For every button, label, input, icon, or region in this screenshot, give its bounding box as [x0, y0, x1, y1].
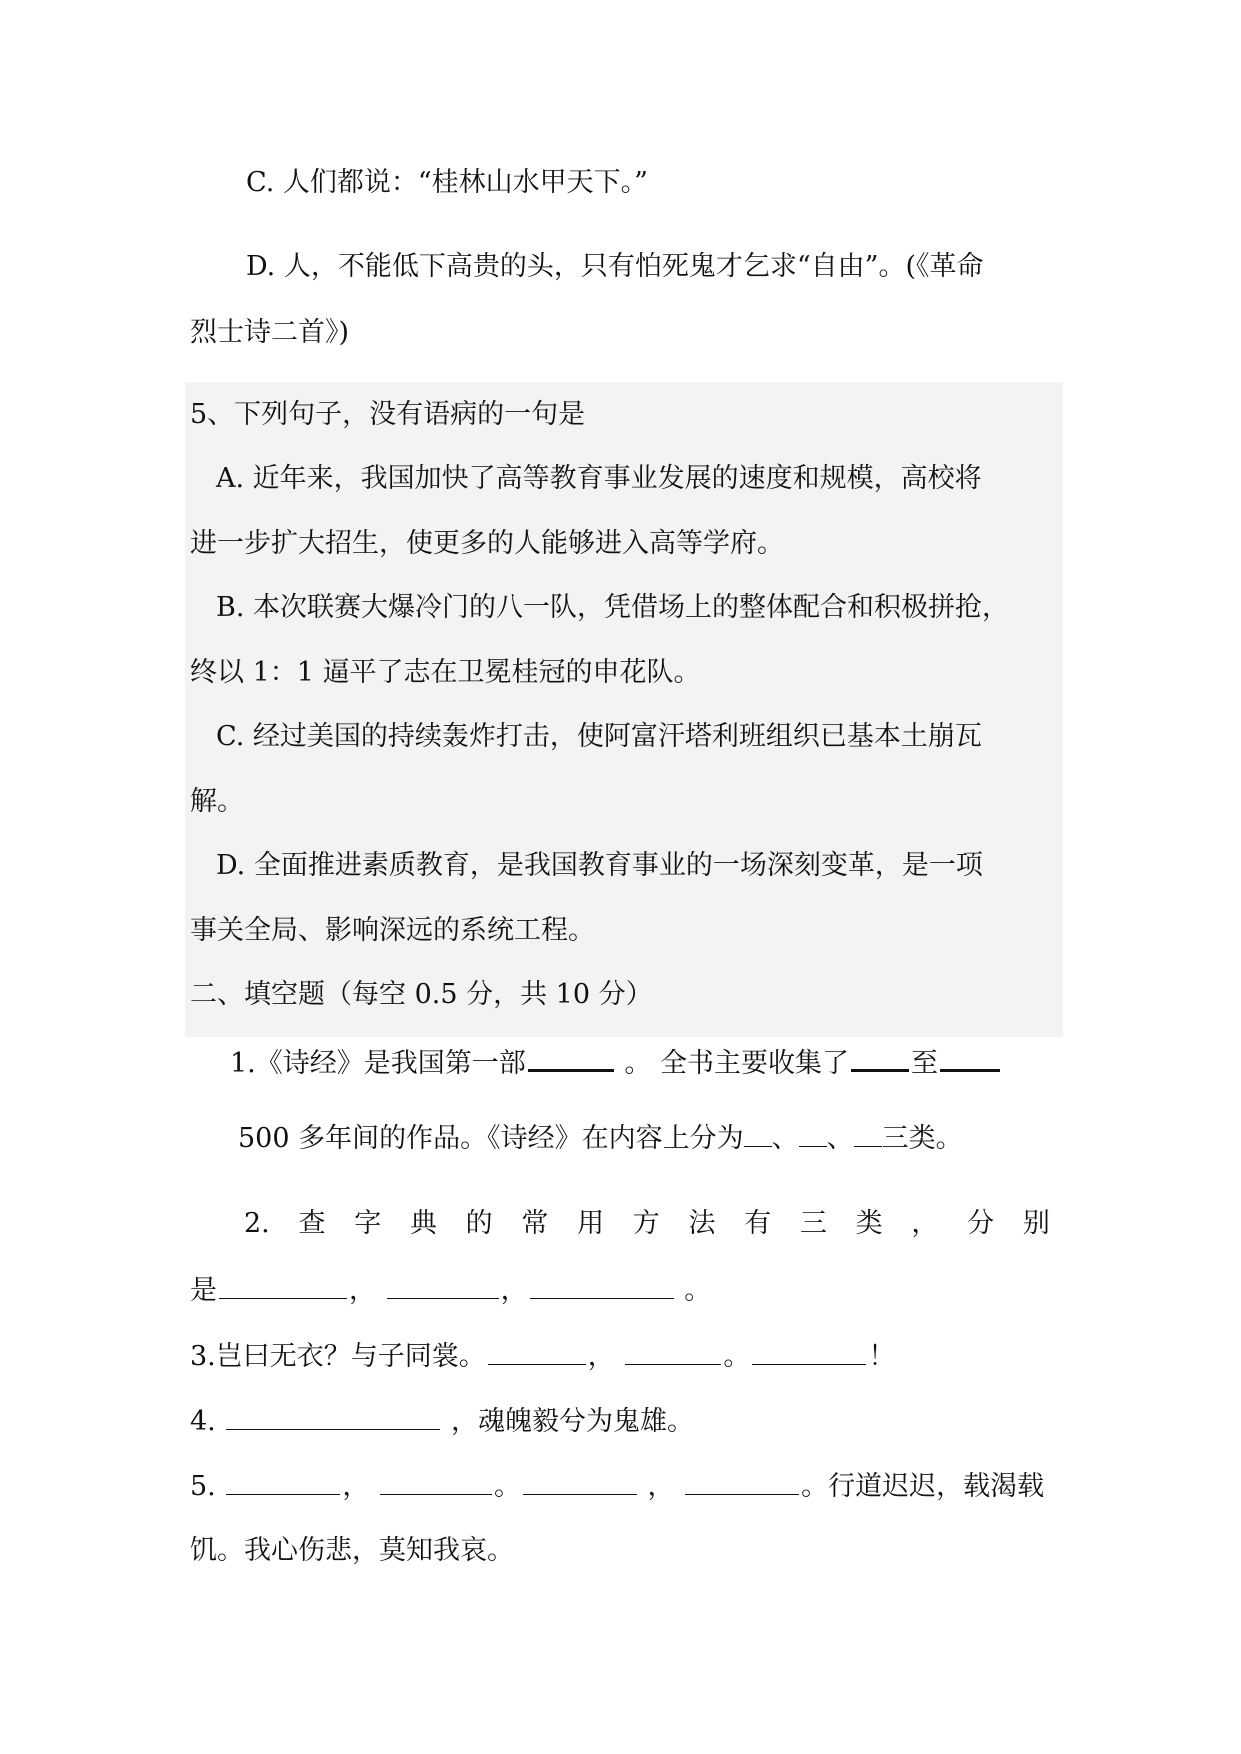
q5-option-b-line2: 终以 1：1 逼平了志在卫冕桂冠的申花队。	[190, 657, 701, 688]
fill-question-2-line1	[244, 1206, 1050, 1242]
fill2-char: 查	[298, 1208, 326, 1239]
fill5-text-2: 。行道迟迟，载渴载	[801, 1471, 1045, 1502]
fill2-char: ，	[911, 1208, 939, 1239]
answer-blank[interactable]	[940, 1043, 1000, 1072]
q5-option-a-line1: A. 近年来，我国加快了高等教育事业发展的速度和规模，高校将	[216, 463, 982, 494]
answer-blank[interactable]	[685, 1468, 799, 1495]
fill5-sep-3: ，	[647, 1471, 675, 1502]
fill-question-2-line2	[190, 1272, 711, 1309]
fill1-text-3: 至	[910, 1048, 938, 1079]
q5-option-c-line2: 解。	[190, 786, 244, 817]
answer-blank[interactable]	[219, 1272, 347, 1299]
fill1-text-1: 1.《诗经》是我国第一部	[230, 1048, 526, 1079]
answer-blank[interactable]	[625, 1338, 721, 1365]
question-5-stem: 5、下列句子，没有语病的一句是	[190, 399, 586, 430]
fill2-char: 法	[688, 1208, 716, 1239]
fill2-sep-1: ，	[349, 1275, 376, 1306]
answer-blank[interactable]	[488, 1338, 586, 1365]
answer-blank[interactable]	[851, 1043, 909, 1072]
fill-question-5-line2: 饥。我心伤悲，莫知我哀。	[190, 1535, 514, 1566]
option-d-prev-line1: D. 人，不能低下高贵的头，只有怕死鬼才乞求“自由”。(《革命	[246, 251, 984, 282]
fill1-text-5: 三类。	[881, 1123, 963, 1154]
fill1-text-4: 500 多年间的作品。《诗经》在内容上分为	[238, 1123, 744, 1154]
fill-question-4	[190, 1403, 694, 1440]
answer-blank[interactable]	[380, 1468, 492, 1495]
q5-option-d-line1: D. 全面推进素质教育，是我国教育事业的一场深刻变革，是一项	[216, 850, 983, 881]
fill-question-1-line2	[238, 1120, 963, 1157]
fill5-text-1: 5.	[190, 1471, 216, 1502]
answer-blank[interactable]	[528, 1043, 614, 1072]
q5-option-c-line1: C. 经过美国的持续轰炸打击，使阿富汗塔利班组织已基本土崩瓦	[216, 721, 982, 752]
fill2-char: 类	[855, 1208, 883, 1239]
fill3-text-1: 3.岂曰无衣？与子同裳。	[190, 1341, 486, 1372]
option-c-prev: C. 人们都说：“桂林山水甲天下。”	[246, 167, 648, 198]
fill2-char: 用	[577, 1208, 605, 1239]
answer-blank[interactable]	[530, 1272, 674, 1299]
answer-blank[interactable]	[752, 1338, 866, 1365]
fill3-end: ！	[868, 1341, 896, 1372]
fill2-char: 2.	[244, 1208, 270, 1239]
q5-option-d-line2: 事关全局、影响深远的系统工程。	[190, 915, 595, 946]
option-d-prev-line2: 烈士诗二首》)	[190, 317, 350, 348]
fill3-sep-2: 。	[723, 1341, 751, 1372]
fill2-char: 有	[744, 1208, 772, 1239]
q5-option-a-line2: 进一步扩大招生，使更多的人能够进入高等学府。	[190, 528, 784, 559]
section-heading: 二、填空题（每空 0.5 分，共 10 分）	[190, 979, 653, 1010]
fill-question-5-line1	[190, 1468, 1044, 1505]
answer-blank[interactable]	[523, 1468, 637, 1495]
fill2-char: 的	[465, 1208, 493, 1239]
fill1-text-2: 。 全书主要收集了	[624, 1048, 849, 1079]
fill2-char: 典	[409, 1208, 437, 1239]
fill2-sep-2: ，	[500, 1275, 528, 1306]
answer-blank[interactable]	[799, 1120, 827, 1147]
answer-blank[interactable]	[387, 1272, 499, 1299]
fill2-char: 三	[799, 1208, 827, 1239]
fill2-char: 别	[1022, 1208, 1050, 1239]
fill4-text-1: 4.	[190, 1406, 216, 1437]
fill5-sep-1: ，	[342, 1471, 370, 1502]
fill2-end: 。	[684, 1275, 712, 1306]
answer-blank[interactable]	[854, 1120, 882, 1147]
fill3-sep-1: ，	[587, 1341, 615, 1372]
q5-option-b-line1: B. 本次联赛大爆冷门的八一队，凭借场上的整体配合和积极拼抢，	[216, 592, 1010, 623]
answer-blank[interactable]	[744, 1120, 772, 1147]
fill2-char: 字	[354, 1208, 382, 1239]
fill-question-1-line1	[230, 1043, 1002, 1082]
fill2-char: 常	[521, 1208, 549, 1239]
fill1-sep-2: 、	[826, 1123, 854, 1154]
answer-blank[interactable]	[226, 1403, 440, 1430]
answer-blank[interactable]	[226, 1468, 340, 1495]
fill2-char: 分	[967, 1208, 995, 1239]
fill2-char: 方	[632, 1208, 660, 1239]
fill-question-3	[190, 1338, 895, 1375]
fill4-text-2: ，魂魄毅兮为鬼雄。	[450, 1406, 694, 1437]
fill5-sep-2: 。	[493, 1471, 521, 1502]
fill2-text-1: 是	[190, 1275, 217, 1306]
fill1-sep-1: 、	[771, 1123, 799, 1154]
